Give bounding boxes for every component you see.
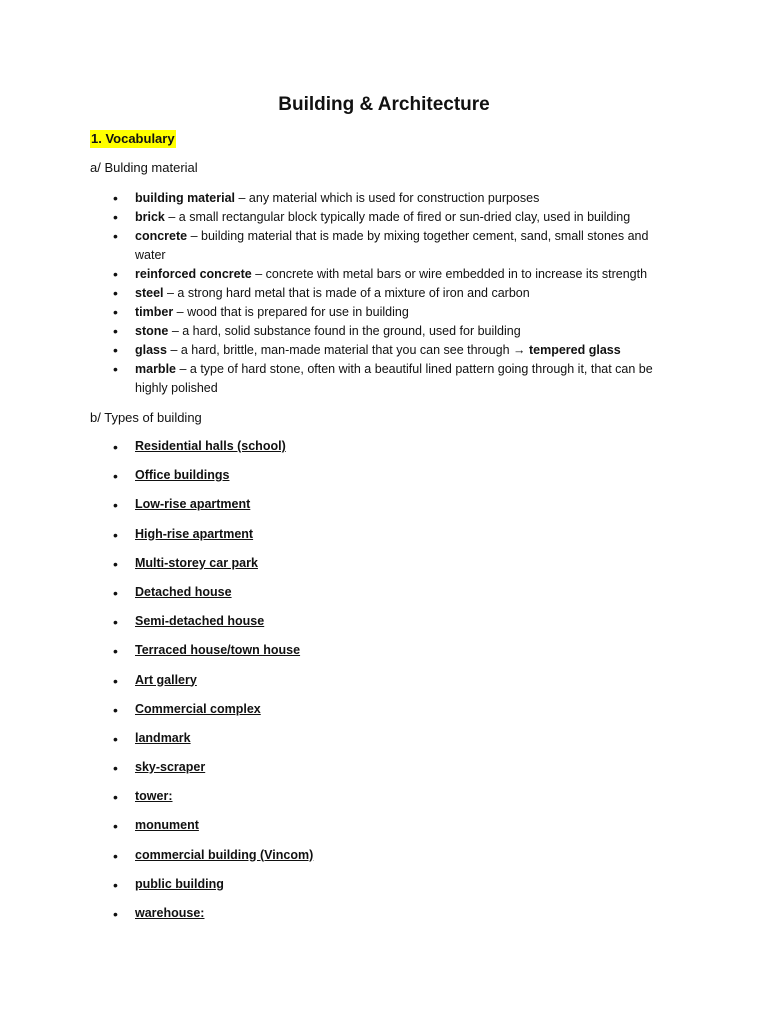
subheading-types-of-building: b/ Types of building xyxy=(90,410,202,425)
list-item xyxy=(112,554,612,583)
building-type-link[interactable]: sky-scraper xyxy=(135,760,206,775)
material-term: brick xyxy=(135,210,165,224)
list-item xyxy=(112,671,612,700)
subheading-building-material: a/ Bulding material xyxy=(90,160,198,175)
building-type-link[interactable]: Multi-storey car park xyxy=(135,555,258,570)
building-type-link[interactable]: High-rise apartment xyxy=(135,526,254,541)
list-item xyxy=(112,904,612,933)
page-title: Building & Architecture xyxy=(278,94,490,115)
list-item xyxy=(112,787,612,816)
list-item xyxy=(112,495,612,524)
list-item xyxy=(112,227,682,265)
list-item xyxy=(112,846,612,875)
building-type-link[interactable]: landmark xyxy=(135,730,191,745)
list-item xyxy=(112,360,682,398)
list-item xyxy=(112,525,612,554)
material-term: steel xyxy=(135,286,164,300)
list-item xyxy=(112,189,682,208)
list-item xyxy=(112,303,682,322)
material-definition: – wood that is prepared for use in building xyxy=(173,305,409,319)
material-definition: – a hard, solid substance found in the ground, used for building xyxy=(168,324,521,338)
material-definition: – a type of hard stone, often with a beautiful lined pattern going through it, that can be highly polished xyxy=(135,362,653,395)
building-type-link[interactable]: Low-rise apartment xyxy=(135,497,251,512)
building-type-link[interactable]: tower: xyxy=(135,789,173,804)
list-item xyxy=(112,208,682,227)
building-type-link[interactable]: Residential halls (school) xyxy=(135,439,286,453)
building-type-link[interactable]: Semi-detached house xyxy=(135,614,265,629)
material-definition: – a small rectangular block typically made of fired or sun-dried clay, used in building xyxy=(164,210,631,224)
section-heading-vocabulary: 1. Vocabulary xyxy=(91,131,175,146)
building-type-link[interactable]: Art gallery xyxy=(135,672,197,687)
building-type-link[interactable]: Office buildings xyxy=(135,468,230,483)
material-list xyxy=(112,189,682,398)
material-term: glass xyxy=(135,343,167,357)
building-type-link[interactable]: Detached house xyxy=(135,584,232,599)
material-term: timber xyxy=(135,305,174,319)
material-term: marble xyxy=(135,362,176,376)
material-term: concrete xyxy=(135,229,188,243)
material-definition: – a hard, brittle, man-made material that you can see through xyxy=(166,343,513,357)
material-term: building material xyxy=(135,191,236,205)
building-type-link[interactable]: warehouse: xyxy=(135,906,205,920)
material-related-term: tempered glass xyxy=(525,343,621,357)
list-item xyxy=(112,437,612,466)
material-term: reinforced concrete xyxy=(135,267,252,281)
building-type-link[interactable]: public building xyxy=(135,876,224,891)
list-item xyxy=(112,265,682,284)
list-item xyxy=(112,322,682,341)
list-item xyxy=(112,875,612,904)
list-item xyxy=(112,816,612,845)
list-item xyxy=(112,641,612,670)
list-item xyxy=(112,758,612,787)
list-item xyxy=(112,284,682,303)
building-type-link[interactable]: monument xyxy=(135,818,199,833)
material-definition: – a strong hard metal that is made of a mixture of iron and carbon xyxy=(163,286,530,300)
list-item xyxy=(112,466,612,495)
list-item xyxy=(112,612,612,641)
list-item xyxy=(112,700,612,729)
building-type-link[interactable]: commercial building (Vincom) xyxy=(135,847,314,862)
material-definition: – building material that is made by mixing together cement, sand, small stones and water xyxy=(135,229,649,262)
list-item xyxy=(112,583,612,612)
material-definition: – concrete with metal bars or wire embedded in to increase its strength xyxy=(251,267,648,281)
list-item xyxy=(112,729,612,758)
material-term: stone xyxy=(135,324,169,338)
material-definition: – any material which is used for construction purposes xyxy=(235,191,540,205)
building-type-link[interactable]: Commercial complex xyxy=(135,701,261,716)
arrow-right-icon: → xyxy=(513,343,526,357)
building-type-list xyxy=(112,437,612,933)
building-type-link[interactable]: Terraced house/town house xyxy=(135,643,301,658)
list-item xyxy=(112,341,682,360)
